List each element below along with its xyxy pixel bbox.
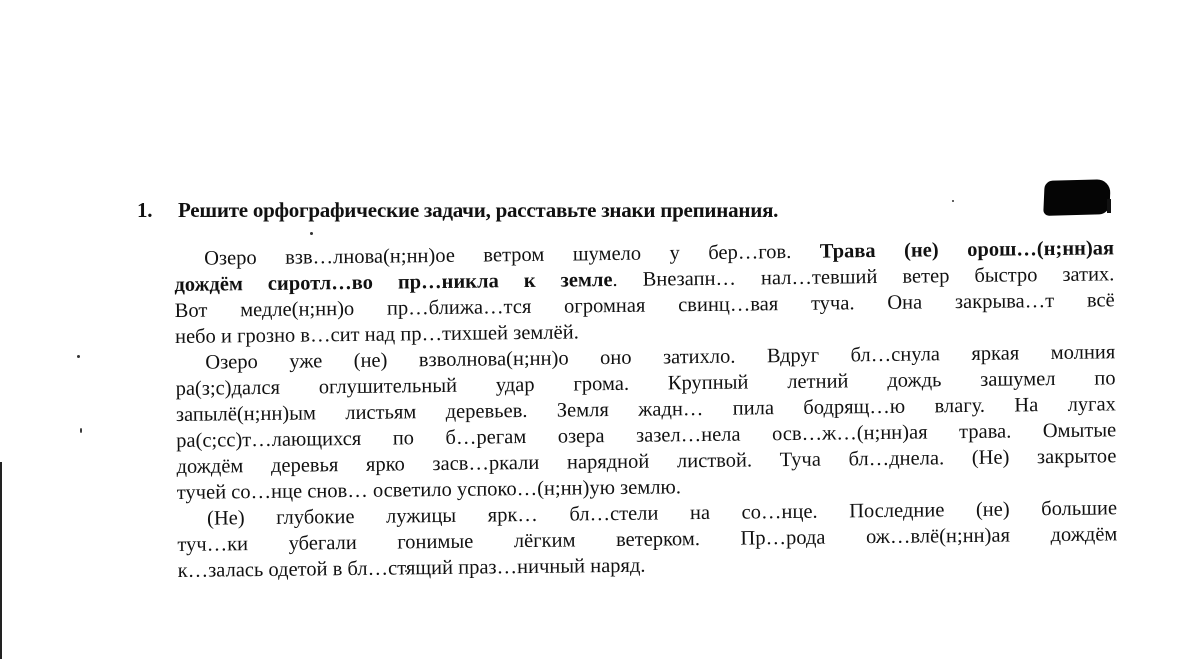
exercise-text [174,235,1118,584]
task-heading [137,198,997,223]
task-title: Решите орфографические задачи, расставьте знаки препинания. [178,198,779,222]
paragraph-2 [175,339,1117,506]
task-number: 1. [137,198,153,222]
text-line: запылё(н;нн)ым листьям деревьев. Земля жадн… пила бодрящ…ю влагу. На лугах [175,393,1116,426]
scan-speck [80,428,82,433]
text-line: туч…ки убегали гонимые лёгким ветерком. Пр…рода ож…влё(н;нн)ая дождём [177,523,1118,556]
text-line: к…залась одетой в бл…стящий праз…ничный наряд. [177,554,646,582]
text-line: дождём деревья ярко засв…ркали нарядной листвой. Туча бл…днела. (Не) закрытое [176,445,1117,478]
text-line: Озеро уже (не) взволнова(н;нн)о оно затихло. Вдруг бл…снула яркая молния [205,341,1116,374]
bold-sentence: Трава (не) орош…(н;нн)ая [819,237,1115,263]
scan-edge-line [0,462,2,659]
scan-speck [77,355,80,358]
text-line: (Не) глубокие лужицы ярк… бл…стели на со…нце. Последние (не) большие [206,497,1118,530]
sentence: . Внезапн… нал…тевший ветер быстро затих. [612,263,1115,292]
text-line: Вот медле(н;нн)о пр…ближа…тся огромная свинц…вая туча. Она закрыва…т всё [174,289,1115,322]
text-line: ра(с;сс)т…лающихся по б…регам озера зазел…нела осв…ж…(н;нн)ая трава. Омытые [176,419,1117,452]
ink-blot-mark [1043,179,1111,216]
text-line: ра(з;с)дался оглушительный удар грома. Крупный летний дождь зашумел по [175,367,1116,400]
paragraph-3 [177,495,1118,584]
bold-sentence: дождём сиротл…во пр…никла к земле [174,269,613,296]
sentence: Озеро взв…лнова(н;нн)ое ветром шумело у бер…гов. [204,240,792,270]
scan-speck [952,200,954,202]
text-line: тучей со…нце снов… осветило успоко…(н;нн)ую землю. [176,476,682,504]
text-line: небо и грозно в…сит над пр…тихшей землёй. [174,321,579,348]
scan-speck [310,232,313,235]
paragraph-1 [174,235,1115,350]
ink-blot-tail [1107,199,1111,213]
